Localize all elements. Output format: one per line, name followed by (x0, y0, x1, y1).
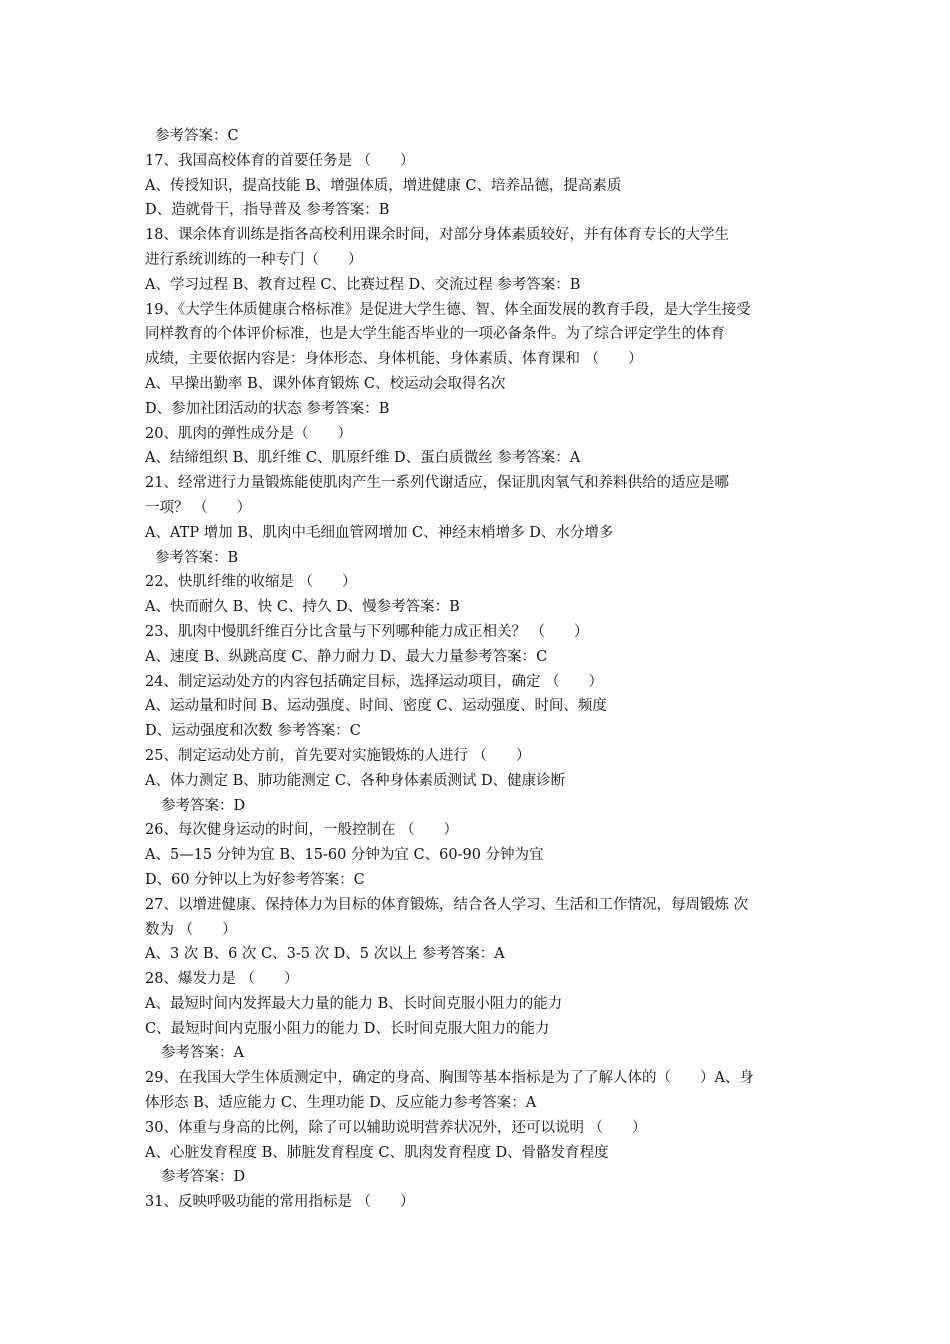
text-line: A、ATP 增加 B、肌肉中毛细血管网增加 C、神经末梢增多 D、水分增多 (145, 524, 614, 541)
text-line: A、学习过程 B、教育过程 C、比赛过程 D、交流过程 参考答案：B (145, 276, 581, 293)
text-line: C、最短时间内克服小阻力的能力 D、长时间克服大阻力的能力 (145, 1020, 550, 1037)
text-line: A、结缔组织 B、肌纤维 C、肌原纤维 D、蛋白质微丝 参考答案：A (145, 450, 581, 467)
text-line: 同样教育的个体评价标准，也是大学生能否毕业的一项必备条件。为了综合评定学生的体育 (145, 326, 725, 343)
text-line: A、3 次 B、6 次 C、3-5 次 D、5 次以上 参考答案：A (145, 946, 505, 963)
text-line: D、运动强度和次数 参考答案：C (145, 723, 361, 740)
text-line: 27、以增进健康、保持体力为目标的体育锻炼，结合各人学习、生活和工作情况，每周锻炼 次 (145, 896, 749, 913)
text-line: 参考答案：A (161, 1045, 244, 1062)
text-line: A、运动量和时间 B、运动强度、时间、密度 C、运动强度、时间、频度 (145, 698, 607, 715)
text-line: 31、反映呼吸功能的常用指标是 （ ） (145, 1194, 415, 1211)
text-line: 参考答案：B (155, 549, 239, 566)
text-line: A、早操出勤率 B、课外体育锻炼 C、校运动会取得名次 (145, 375, 506, 392)
text-line: 数为 （ ） (145, 921, 237, 938)
text-line: 19、《大学生体质健康合格标准》是促进大学生德、智、体全面发展的教育手段，是大学生接受 (145, 301, 751, 318)
text-line: 26、每次健身运动的时间，一般控制在 （ ） (145, 822, 459, 839)
text-line: 29、在我国大学生体质测定中，确定的身高、胸围等基本指标是为了了解人体的（ ）A、身 (145, 1070, 754, 1087)
text-line: A、最短时间内发挥最大力量的能力 B、长时间克服小阻力的能力 (145, 995, 563, 1012)
text-line: D、造就骨干，指导普及 参考答案：B (145, 202, 390, 219)
document-body (145, 124, 810, 1215)
text-line: 进行系统训练的一种专门（ ） (145, 251, 363, 268)
text-line: 21、经常进行力量锻炼能使肌肉产生一系列代谢适应，保证肌肉氧气和养料供给的适应是哪 (145, 475, 729, 492)
text-line: 18、课余体育训练是指各高校利用课余时间，对部分身体素质较好，并有体育专长的大学生 (145, 227, 729, 244)
text-line: 成绩，主要依据内容是：身体形态、身体机能、身体素质、体育课和 （ ） (145, 351, 643, 368)
text-line: 17、我国高校体育的首要任务是 （ ） (145, 152, 415, 169)
text-line: 参考答案：D (161, 1169, 246, 1186)
text-line: 一项？ （ ） (145, 499, 252, 516)
text-line: A、体力测定 B、肺功能测定 C、各种身体素质测试 D、健康诊断 (145, 772, 566, 789)
text-line: A、心脏发育程度 B、肺脏发育程度 C、肌肉发育程度 D、骨骼发育程度 (145, 1144, 609, 1161)
text-line: D、参加社团活动的状态 参考答案：B (145, 400, 390, 417)
text-line: 24、制定运动处方的内容包括确定目标，选择运动项目，确定 （ ） (145, 673, 604, 690)
text-line: 体形态 B、适应能力 C、生理功能 D、反应能力参考答案：A (145, 1095, 537, 1112)
text-line: 22、快肌纤维的收缩是 （ ） (145, 574, 357, 591)
text-line: A、快而耐久 B、快 C、持久 D、慢参考答案：B (145, 599, 460, 616)
text-line: A、传授知识，提高技能 B、增强体质，增进健康 C、培养品德，提高素质 (145, 177, 622, 194)
text-line: 25、制定运动处方前，首先要对实施锻炼的人进行 （ ） (145, 747, 531, 764)
text-line: 28、爆发力是 （ ） (145, 971, 299, 988)
text-line: A、5—15 分钟为宜 B、15-60 分钟为宜 C、60-90 分钟为宜 (145, 847, 544, 864)
text-line: A、速度 B、纵跳高度 C、静力耐力 D、最大力量参考答案：C (145, 648, 548, 665)
text-line: 23、肌肉中慢肌纤维百分比含量与下列哪种能力成正相关？ （ ） (145, 623, 589, 640)
text-line: 20、肌肉的弹性成分是（ ） (145, 425, 352, 442)
text-line: 参考答案：D (161, 797, 246, 814)
text-line: D、60 分钟以上为好参考答案：C (145, 871, 365, 888)
text-line: 参考答案：C (155, 128, 239, 144)
text-line: 30、体重与身高的比例，除了可以辅助说明营养状况外，还可以说明 （ ） (145, 1119, 647, 1136)
